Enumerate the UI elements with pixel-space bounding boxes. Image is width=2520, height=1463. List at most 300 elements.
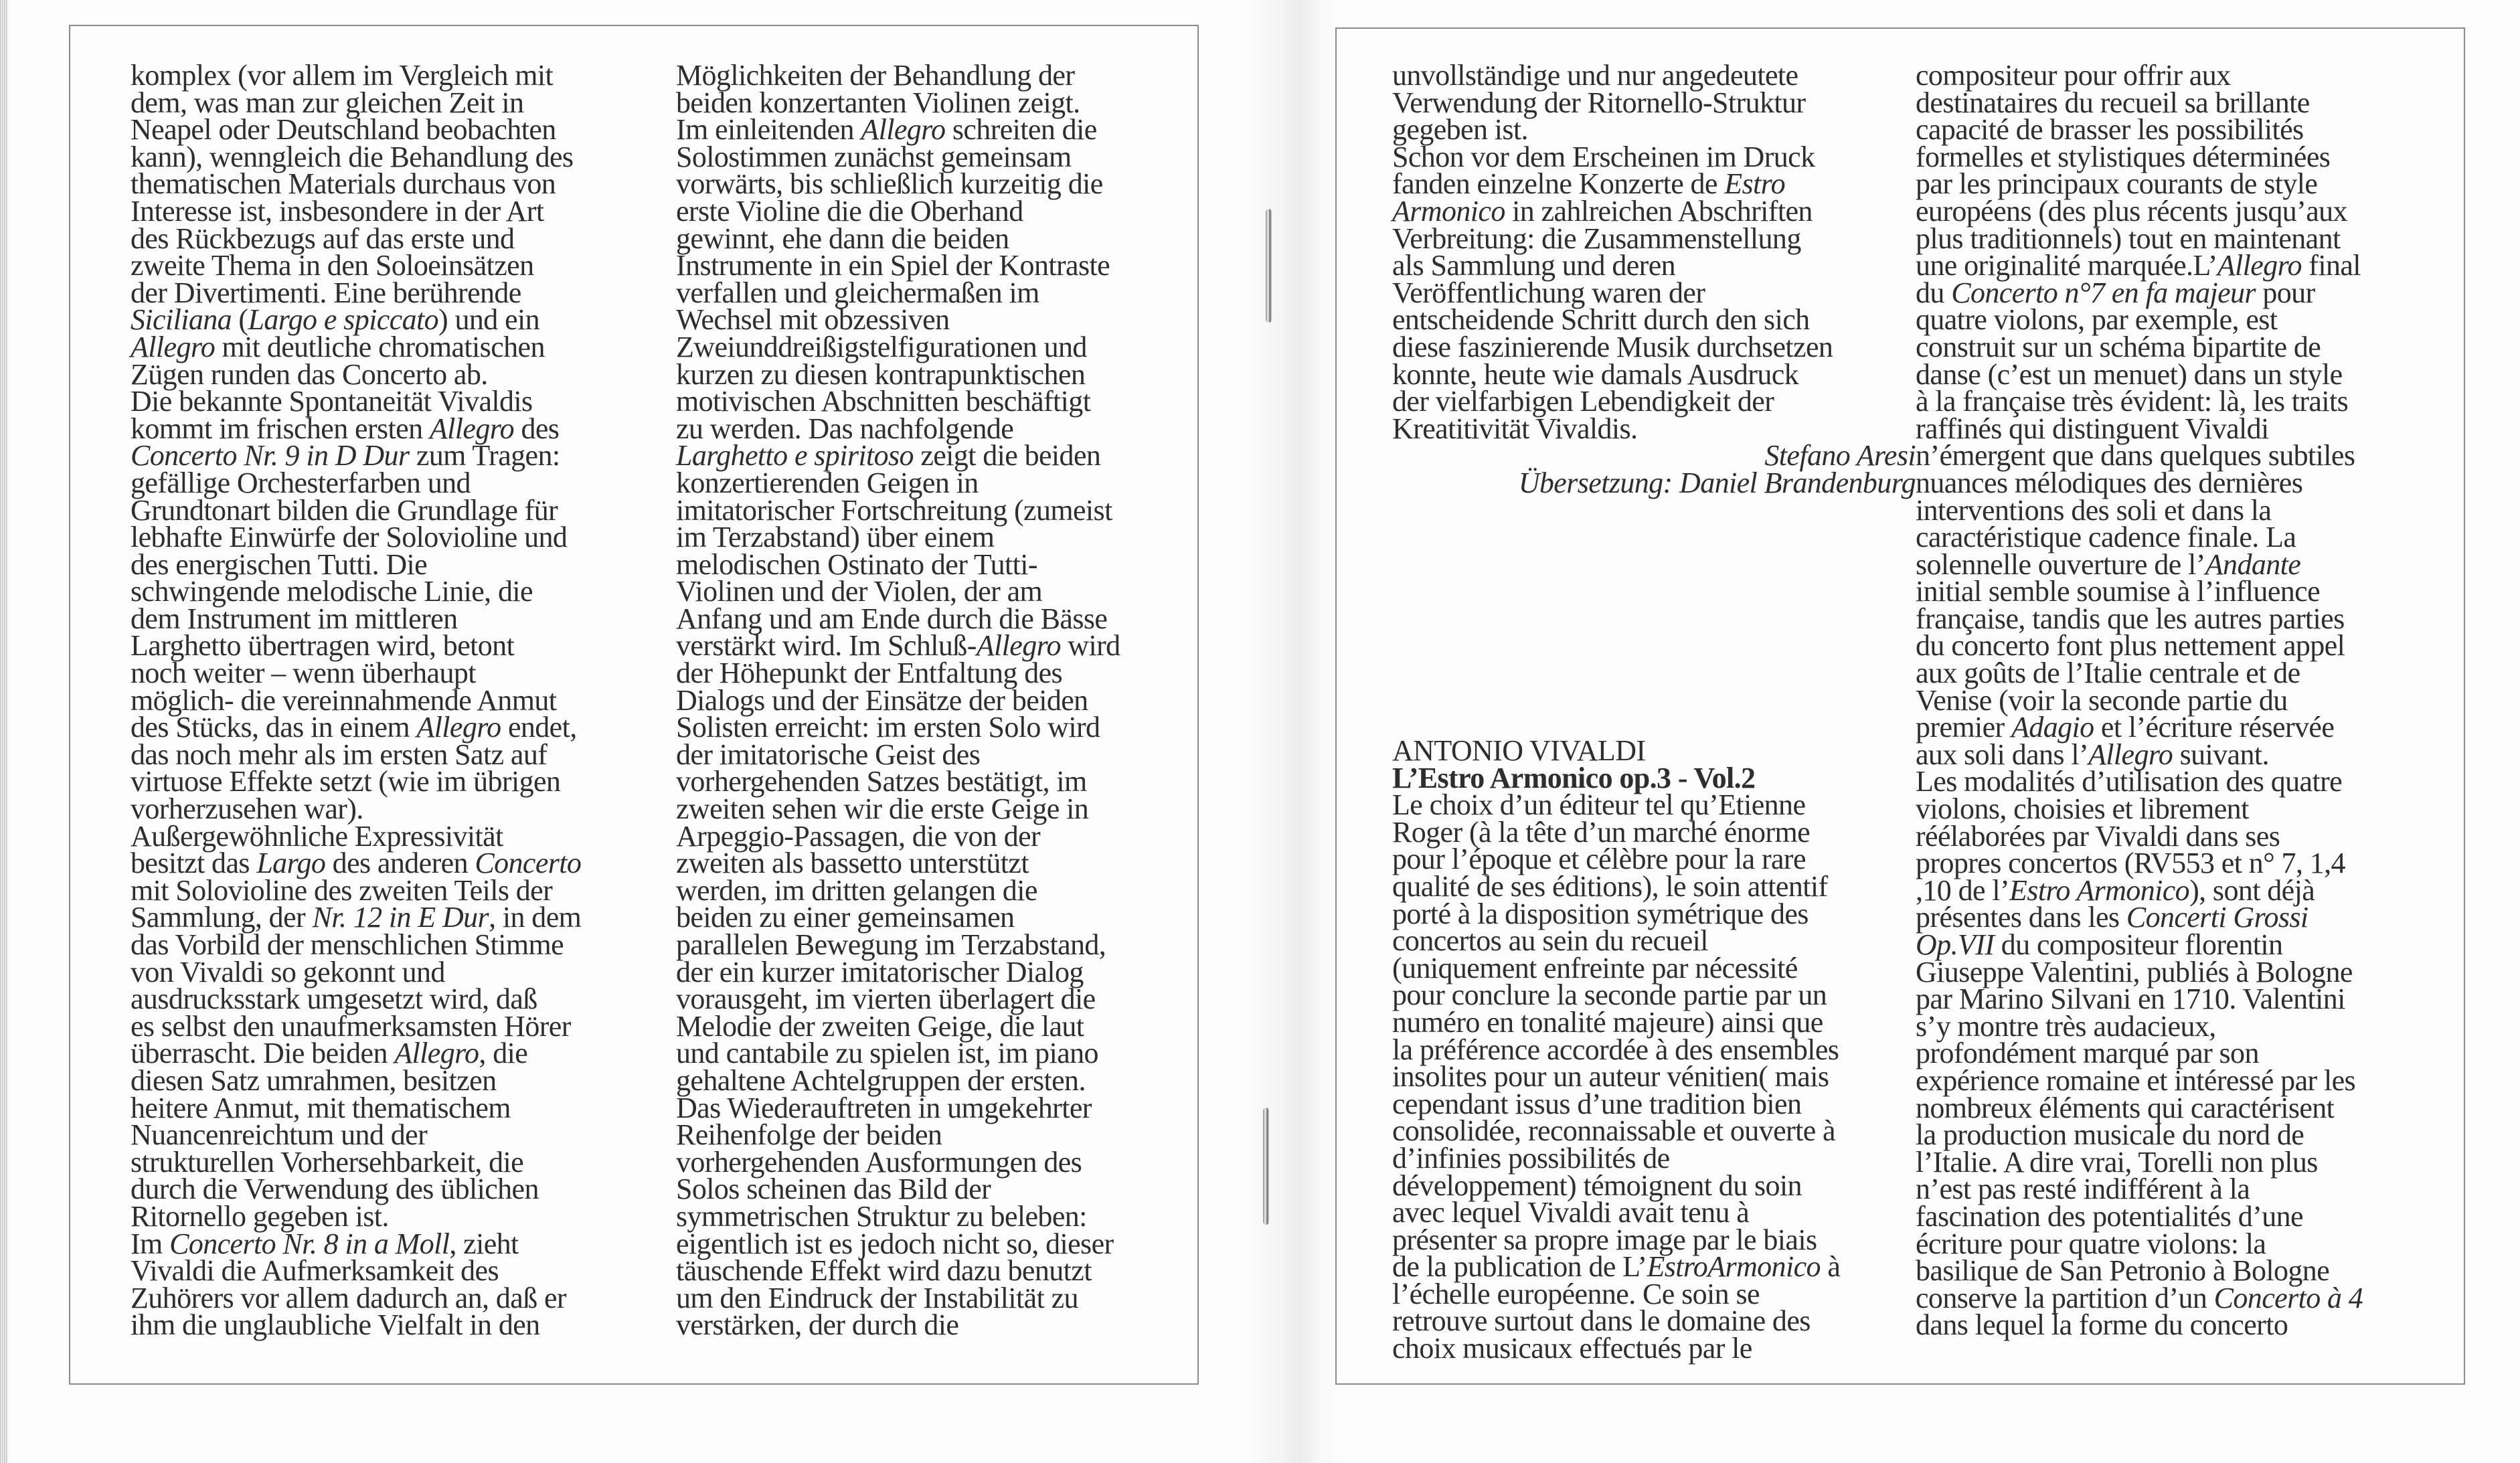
italic-term: Estro xyxy=(1724,167,1785,201)
text-run: nuances mélodiques des dernières xyxy=(1916,466,2303,499)
text-run: überrascht. Die beiden xyxy=(131,1037,395,1070)
text-run: des xyxy=(514,412,560,445)
text-line xyxy=(676,249,1120,282)
italic-term: Larghetto e spiritoso xyxy=(676,439,914,472)
text-line xyxy=(131,276,581,309)
italic-term: Allegro xyxy=(2217,249,2302,282)
text-run: gegeben ist. xyxy=(1392,113,1528,147)
text-run: um den Eindruck der Instabilität zu xyxy=(676,1281,1078,1314)
text-run: , zieht xyxy=(449,1227,519,1260)
text-line xyxy=(1392,249,1916,282)
italic-term: Nr. 12 in E Dur xyxy=(312,901,489,934)
text-line xyxy=(131,901,582,934)
text-run: kurzen zu diesen kontrapunktischen xyxy=(676,357,1086,391)
text-line xyxy=(1916,167,2363,201)
text-run: Sammlung, der xyxy=(131,901,313,934)
italic-term: Armonico xyxy=(1392,194,1505,228)
italic-term: Concerto à 4 xyxy=(2213,1281,2363,1314)
text-line xyxy=(1392,788,1840,822)
text-run: und cantabile zu spielen ist, im piano xyxy=(676,1037,1098,1070)
text-run: pour xyxy=(2255,276,2315,309)
text-line xyxy=(131,792,581,826)
text-line xyxy=(1392,1332,1840,1365)
text-line xyxy=(1392,357,1916,391)
text-line xyxy=(676,303,1120,337)
text-line xyxy=(131,819,581,853)
text-line xyxy=(1916,1254,2363,1288)
text-run: caractéristique cadence finale. La xyxy=(1916,521,2296,554)
text-line xyxy=(1916,86,2363,119)
text-run: in zahlreichen Abschriften xyxy=(1505,194,1813,228)
text-run: française, tandis que les autres parties xyxy=(1916,602,2345,635)
staple-top-icon xyxy=(1266,209,1272,323)
text-line xyxy=(676,1308,1120,1342)
text-line xyxy=(1392,1141,1840,1175)
text-run: concertos au sein du recueil xyxy=(1392,924,1708,958)
text-run: zweite Thema in den Soloeinsätzen xyxy=(131,249,534,282)
text-run: n’est pas resté indifférent à la xyxy=(1916,1173,2250,1206)
text-line xyxy=(131,167,581,201)
text-line xyxy=(131,1308,581,1342)
text-line xyxy=(676,1009,1120,1043)
text-run: wird xyxy=(1060,629,1120,663)
text-line xyxy=(131,683,581,717)
text-run: imitatorischer Fortschreitung (zumeist xyxy=(676,493,1112,527)
french-text-start xyxy=(1392,788,1841,1365)
text-line xyxy=(1916,276,2363,309)
text-line xyxy=(1916,194,2363,228)
text-run: melodischen Ostinato der Tutti- xyxy=(676,547,1037,581)
text-line xyxy=(131,847,582,880)
text-line xyxy=(676,575,1120,608)
text-line xyxy=(676,466,1120,499)
german-text-end xyxy=(1392,59,1916,445)
text-line xyxy=(1916,711,2363,744)
text-line xyxy=(1916,1308,2363,1342)
text-line xyxy=(131,303,581,337)
text-line xyxy=(676,1145,1120,1179)
text-line xyxy=(1392,167,1916,201)
text-line xyxy=(676,357,1120,391)
text-line xyxy=(1392,1087,1840,1120)
text-run: parallelen Bewegung im Terzabstand, xyxy=(676,928,1106,961)
text-run: strukturellen Vorhersehbarkeit, die xyxy=(131,1145,524,1179)
right-page-column-2 xyxy=(1916,59,2363,1342)
text-run: interventions des soli et dans la xyxy=(1916,493,2272,527)
text-line xyxy=(1916,547,2363,581)
text-run: ausdrucksstark umgesetzt wird, daß xyxy=(131,982,537,1016)
text-run: der imitatorische Geist des xyxy=(676,738,981,771)
text-line xyxy=(131,493,581,527)
text-run: vorwärts, bis schließlich kurzeitig die xyxy=(676,167,1103,201)
text-run: à la française très évident: là, les traits xyxy=(1916,385,2349,418)
text-run: premier xyxy=(1916,711,2012,744)
text-line xyxy=(131,521,581,554)
text-line xyxy=(1392,1033,1840,1066)
text-line xyxy=(1392,222,1916,255)
text-run: gewinnt, ehe dann die beiden xyxy=(676,222,1009,255)
text-run: présentes dans les xyxy=(1916,901,2126,934)
text-run: avec lequel Vivaldi avait tenu à xyxy=(1392,1196,1750,1229)
text-run: cependant issus d’une tradition bien xyxy=(1392,1087,1802,1120)
text-line xyxy=(131,629,581,663)
text-line xyxy=(1392,194,1916,228)
text-line xyxy=(131,1091,581,1124)
italic-term: Allegro xyxy=(131,330,216,363)
text-line xyxy=(676,1037,1120,1070)
text-line xyxy=(1916,575,2363,608)
text-line xyxy=(1916,792,2363,826)
text-run: Roger (à la tête d’un marché énorme xyxy=(1392,815,1811,849)
text-line xyxy=(1916,1199,2363,1233)
text-run: Nuancenreichtum und der xyxy=(131,1118,428,1152)
text-line xyxy=(1916,847,2363,880)
text-run: Im einleitenden xyxy=(676,113,861,147)
text-line xyxy=(676,602,1120,635)
text-run: Larghetto übertragen wird, betont xyxy=(131,629,515,663)
text-run: Die bekannte Spontaneität Vivaldis xyxy=(131,385,533,418)
text-run: Kreatitivität Vivaldis. xyxy=(1392,412,1638,445)
composer-heading: ANTONIO VIVALDI xyxy=(1392,734,1646,767)
text-run: fanden einzelne Konzerte de xyxy=(1392,167,1725,201)
text-line xyxy=(131,873,581,907)
text-line xyxy=(131,738,581,771)
text-line xyxy=(131,385,581,418)
author-signature: Stefano Aresi xyxy=(1764,439,1916,472)
text-line xyxy=(131,1173,581,1206)
booklet-spine-shadow xyxy=(1245,0,1345,1463)
text-line xyxy=(131,765,581,798)
text-line xyxy=(1392,1250,1841,1284)
text-run: des anderen xyxy=(325,847,475,880)
text-run: consolidée, reconnaissable et ouverte à xyxy=(1392,1114,1835,1148)
text-line xyxy=(676,982,1120,1016)
text-run: , in dem xyxy=(489,901,582,934)
text-line xyxy=(131,86,581,119)
text-line xyxy=(676,493,1120,527)
italic-term: Andante xyxy=(2205,547,2301,581)
text-line xyxy=(131,1118,581,1152)
text-line xyxy=(1392,1005,1840,1039)
text-line xyxy=(676,657,1120,690)
text-run: virtuose Effekte setzt (wie im übrigen xyxy=(131,765,561,798)
text-line xyxy=(676,222,1120,255)
text-line xyxy=(1916,1281,2363,1314)
text-line xyxy=(1916,873,2363,907)
text-run: aux goûts de l’Italie centrale et de xyxy=(1916,657,2300,690)
text-run: kommt im frischen ersten xyxy=(131,412,430,445)
text-run: diese faszinierende Musik durchsetzen xyxy=(1392,330,1833,363)
text-run: Neapel oder Deutschland beobachten xyxy=(131,113,556,147)
text-run: final xyxy=(2301,249,2361,282)
text-run: es selbst den unaufmerksamsten Hörer xyxy=(131,1009,571,1043)
text-run: vorhergehenden Ausformungen des xyxy=(676,1145,1082,1179)
text-run: zeigt die beiden xyxy=(913,439,1101,472)
text-run: européens (des plus récents jusqu’aux xyxy=(1916,194,2347,228)
text-line xyxy=(1916,928,2363,961)
text-line xyxy=(676,629,1120,663)
text-run: Solisten erreicht: im ersten Solo wird xyxy=(676,711,1100,744)
text-line xyxy=(1916,493,2363,527)
text-run: mit deutliche chromatischen xyxy=(215,330,545,363)
text-run: propres concertos (RV553 et n° 7, 1,4 xyxy=(1916,847,2345,880)
text-line xyxy=(1392,59,1916,92)
text-line xyxy=(676,1118,1120,1152)
text-line xyxy=(1392,869,1840,903)
text-run: eigentlich ist es jedoch nicht so, dieser xyxy=(676,1227,1114,1260)
text-line xyxy=(131,711,581,744)
text-line xyxy=(1392,815,1840,849)
text-run: Les modalités d’utilisation des quatre xyxy=(1916,765,2343,798)
text-line xyxy=(1916,357,2363,391)
text-line xyxy=(1392,951,1840,984)
text-line xyxy=(1392,978,1840,1012)
text-line xyxy=(1392,1196,1840,1229)
text-run: initial semble soumise à l’influence xyxy=(1916,575,2321,608)
text-run: l’échelle européenne. Ce soin se xyxy=(1392,1277,1760,1310)
text-line xyxy=(1392,412,1916,445)
text-run: Grundtonart bilden die Grundlage für xyxy=(131,493,558,527)
text-run: violons, choisies et librement xyxy=(1916,792,2249,826)
text-run: Instrumente in ein Spiel der Kontraste xyxy=(676,249,1110,282)
text-run: qualité de ses éditions), le soin attentif xyxy=(1392,869,1828,903)
text-run: formelles et stylistiques déterminées xyxy=(1916,140,2331,173)
text-line xyxy=(676,1063,1120,1097)
text-line xyxy=(131,1254,581,1288)
text-line xyxy=(131,412,581,445)
text-line xyxy=(1916,140,2363,173)
text-line xyxy=(676,847,1120,880)
text-run: mit Solovioline des zweiten Teils der xyxy=(131,873,553,907)
french-section xyxy=(1392,734,1841,1365)
right-page-column-1 xyxy=(1392,59,1916,499)
left-page-column-2 xyxy=(676,59,1120,1342)
text-run: dem Instrument im mittleren xyxy=(131,602,458,635)
text-line xyxy=(1916,1091,2363,1124)
text-run: endet, xyxy=(501,711,577,744)
text-run: Verwendung der Ritornello-Struktur xyxy=(1392,86,1806,119)
text-line xyxy=(1916,738,2363,771)
text-line xyxy=(1392,1114,1840,1148)
text-line xyxy=(1392,924,1840,958)
text-line xyxy=(1916,1037,2363,1070)
text-line xyxy=(676,385,1120,418)
text-run: konnte, heute wie damals Ausdruck xyxy=(1392,357,1799,391)
text-line xyxy=(676,1199,1120,1233)
text-line xyxy=(1916,1009,2363,1043)
text-run: gehaltene Achtelgruppen der ersten. xyxy=(676,1063,1086,1097)
text-line xyxy=(1392,843,1840,876)
text-run: du compositeur florentin xyxy=(1994,928,2283,961)
text-line xyxy=(1916,819,2363,853)
text-line xyxy=(676,330,1120,363)
text-run: Solostimmen zunächst gemeinsam xyxy=(676,140,1072,173)
text-run: la préférence accordée à des ensembles xyxy=(1392,1033,1839,1066)
text-run: zu werden. Das nachfolgende xyxy=(676,412,1014,445)
italic-term: Concerto n°7 en fa majeur xyxy=(1951,276,2256,309)
text-run: das noch mehr als im ersten Satz auf xyxy=(131,738,548,771)
text-run: , die xyxy=(479,1037,528,1070)
text-line xyxy=(131,140,581,173)
text-run: présenter sa propre image par le biais xyxy=(1392,1223,1817,1256)
text-run: Interesse ist, insbesondere in der Art xyxy=(131,194,544,228)
text-line xyxy=(1916,901,2363,934)
text-line xyxy=(676,1281,1120,1314)
text-line xyxy=(131,1009,581,1043)
text-run: profondément marqué par son xyxy=(1916,1037,2259,1070)
text-run: schwingende melodische Linie, die xyxy=(131,575,533,608)
text-run: Dialogs und der Einsätze der beiden xyxy=(676,683,1088,717)
text-run: suivant. xyxy=(2173,738,2269,771)
text-run: vorausgeht, im vierten überlagert die xyxy=(676,982,1096,1016)
text-run: des Stücks, das in einem xyxy=(131,711,417,744)
text-run: des Rückbezugs auf das erste und xyxy=(131,222,515,255)
text-line xyxy=(1916,765,2363,798)
text-run: verstärken, der durch die xyxy=(676,1308,959,1342)
text-run: aux soli dans l’ xyxy=(1916,738,2089,771)
text-line xyxy=(1916,955,2363,988)
text-run: compositeur pour offrir aux xyxy=(1916,59,2231,92)
booklet-edge xyxy=(0,0,8,1463)
text-line xyxy=(676,928,1120,961)
text-run: (uniquement enfreinte par nécessité xyxy=(1392,951,1798,984)
text-run: zweiten als bassetto unterstützt xyxy=(676,847,1029,880)
text-line xyxy=(1916,412,2363,445)
text-run: solennelle ouverture de l’ xyxy=(1916,547,2205,581)
italic-term: Allegro xyxy=(976,629,1061,663)
text-run: Verbreitung: die Zusammenstellung xyxy=(1392,222,1801,255)
text-run: thematischen Materials durchaus von xyxy=(131,167,556,201)
text-line xyxy=(131,602,581,635)
text-line xyxy=(1916,683,2363,717)
text-run: construit sur un schéma bipartite de xyxy=(1916,330,2321,363)
text-line xyxy=(131,982,581,1016)
text-line xyxy=(1392,1223,1840,1256)
text-run: Veröffentlichung waren der xyxy=(1392,276,1705,309)
text-run: des energischen Tutti. Die xyxy=(131,547,428,581)
text-run: raffinés qui distinguent Vivaldi xyxy=(1916,412,2269,445)
text-run: s’y montre très audacieux, xyxy=(1916,1009,2216,1043)
text-line xyxy=(1916,222,2363,255)
text-run: konzertierenden Geigen in xyxy=(676,466,979,499)
text-run: verstärkt wird. Im Schluß- xyxy=(676,629,977,663)
text-line xyxy=(1392,897,1840,930)
text-line xyxy=(131,59,581,92)
text-run: beiden konzertanten Violinen zeigt. xyxy=(676,86,1080,119)
text-run: plus traditionnels) tout en maintenant xyxy=(1916,222,2341,255)
text-line xyxy=(1392,1277,1840,1310)
text-run: quatre violons, par exemple, est xyxy=(1916,303,2278,337)
text-line xyxy=(676,711,1120,744)
text-run: symmetrischen Struktur zu beleben: xyxy=(676,1199,1087,1233)
text-run: Anfang und am Ende durch die Bässe xyxy=(676,602,1108,635)
text-run: développement) témoignent du soin xyxy=(1392,1169,1802,1202)
staple-bottom-icon xyxy=(1263,1108,1269,1225)
text-run: Wechsel mit obzessiven xyxy=(676,303,950,337)
text-run: Giuseppe Valentini, publiés à Bologne xyxy=(1916,955,2353,988)
text-line xyxy=(676,819,1120,853)
italic-term: Siciliana xyxy=(131,303,232,337)
text-run: unvollständige und nur angedeutete xyxy=(1392,59,1798,92)
text-line xyxy=(676,901,1120,934)
italic-term: Concerti Grossi xyxy=(2126,901,2308,934)
italic-term: Concerto Nr. 9 in D Dur xyxy=(131,439,410,472)
text-line xyxy=(131,439,581,472)
text-line xyxy=(131,330,581,363)
text-run: porté à la disposition symétrique des xyxy=(1392,897,1809,930)
text-run: schreiten die xyxy=(945,113,1097,147)
text-run: destinataires du recueil sa brillante xyxy=(1916,86,2310,119)
text-run: ( xyxy=(232,303,248,337)
text-run: pour l’époque et célèbre pour la rare xyxy=(1392,843,1806,876)
text-run: ,10 de l’ xyxy=(1916,873,2010,907)
italic-term: Concerto xyxy=(475,847,582,880)
italic-term: Allegro xyxy=(416,711,501,744)
text-line xyxy=(1392,1169,1840,1202)
text-line xyxy=(1916,657,2363,690)
text-run: Möglichkeiten der Behandlung der xyxy=(676,59,1075,92)
text-run: par les principaux courants de style xyxy=(1916,167,2318,201)
text-line xyxy=(131,222,581,255)
text-run: choix musicaux effectués par le xyxy=(1392,1332,1752,1365)
text-run: Violinen und der Violen, der am xyxy=(676,575,1043,608)
text-line xyxy=(131,194,581,228)
text-line xyxy=(131,249,581,282)
text-line xyxy=(676,113,1120,147)
text-line xyxy=(1916,1173,2363,1206)
text-run: verfallen und gleichermaßen im xyxy=(676,276,1039,309)
text-run: Reihenfolge der beiden xyxy=(676,1118,942,1152)
text-line xyxy=(676,276,1120,309)
text-line xyxy=(1916,249,2363,282)
text-line xyxy=(676,140,1120,173)
text-line xyxy=(131,1227,581,1260)
text-run: écriture pour quatre violons: la xyxy=(1916,1227,2266,1260)
text-line xyxy=(676,792,1120,826)
text-line xyxy=(1916,1145,2363,1179)
text-run: ), sont déjà xyxy=(2189,873,2315,907)
left-page-column-1 xyxy=(131,59,582,1342)
text-line xyxy=(1916,521,2363,554)
text-run: heitere Anmut, mit thematischem xyxy=(131,1091,511,1124)
text-run: insolites pour un auteur vénitien( mais xyxy=(1392,1060,1829,1094)
text-run: Das Wiederauftreten in umgekehrter xyxy=(676,1091,1092,1124)
text-run: conserve la partition d’un xyxy=(1916,1281,2214,1314)
text-run: Außergewöhnliche Expressivität xyxy=(131,819,503,853)
work-title: L’Estro Armonico op.3 - Vol.2 xyxy=(1392,761,1756,794)
text-run: une originalité marquée.L’ xyxy=(1916,249,2217,282)
text-line xyxy=(1392,140,1916,173)
text-run: capacité de brasser les possibilités xyxy=(1916,113,2304,147)
text-line xyxy=(676,86,1120,119)
text-line xyxy=(1392,113,1916,147)
text-line xyxy=(1916,602,2363,635)
text-line xyxy=(1392,86,1916,119)
text-run: entscheidende Schritt durch den sich xyxy=(1392,303,1810,337)
text-run: täuschende Effekt wird dazu benutzt xyxy=(676,1254,1092,1288)
text-line xyxy=(1392,385,1916,418)
text-line xyxy=(131,928,581,961)
text-line xyxy=(676,1091,1120,1124)
text-run: d’infinies possibilités de xyxy=(1392,1141,1670,1175)
text-run: n’émergent que dans quelques subtiles xyxy=(1916,439,2355,472)
text-run: à xyxy=(1820,1250,1841,1284)
text-line xyxy=(676,955,1120,988)
text-line xyxy=(131,1063,581,1097)
text-run: Zuhörers vor allem dadurch an, daß er xyxy=(131,1281,566,1314)
text-line xyxy=(1916,303,2363,337)
text-run: la production musicale du nord de xyxy=(1916,1118,2304,1152)
